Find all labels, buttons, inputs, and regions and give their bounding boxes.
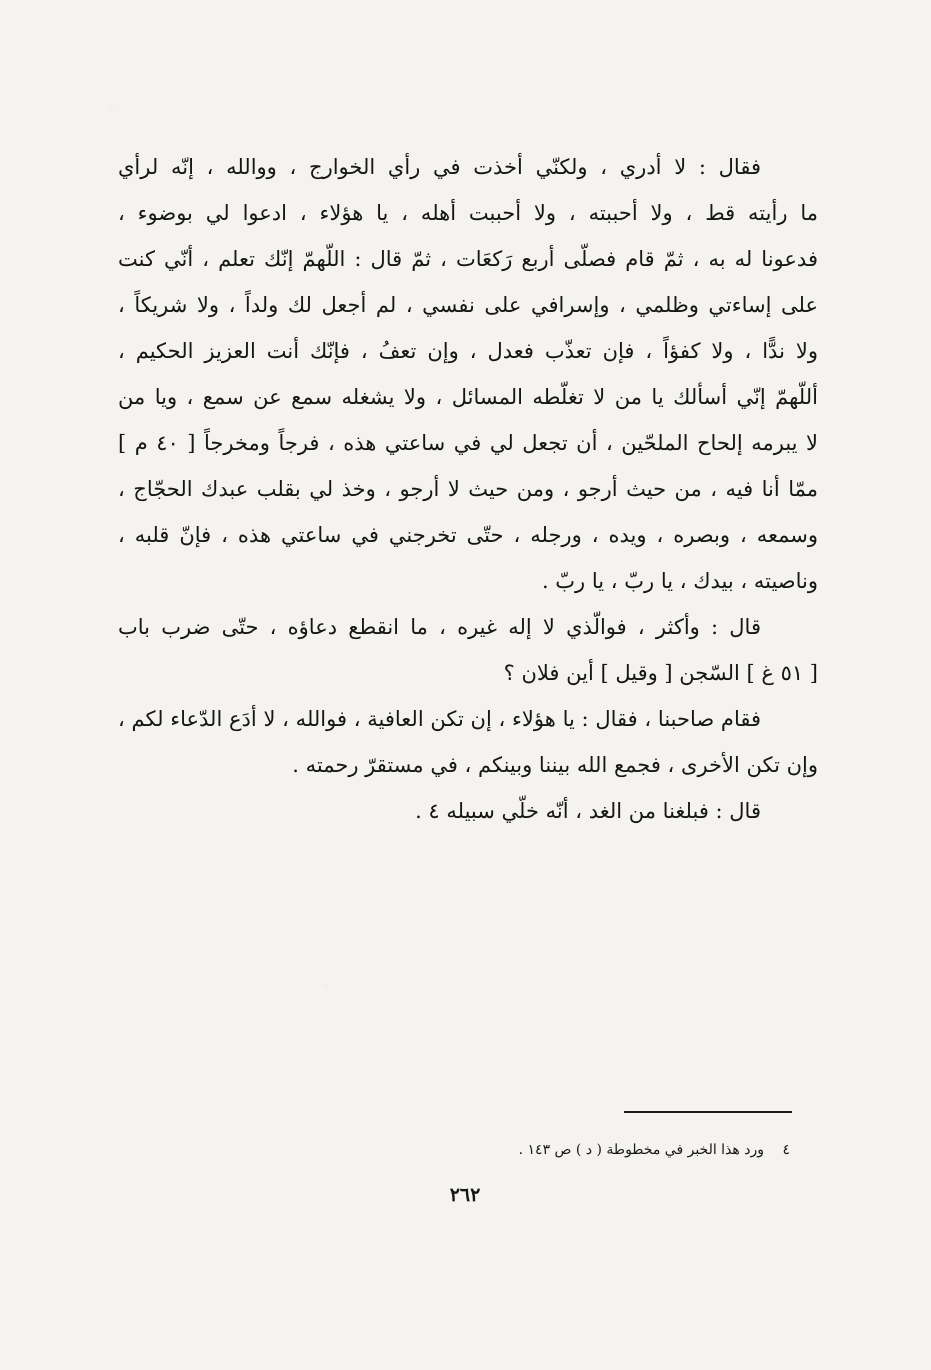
text-line-12: [ ٥١ غ ] السّجن [ وقيل ] أين فلان ؟ bbox=[503, 661, 818, 685]
text-line-11: قال : وأكثر ، فوالّذي لا إله غيره ، ما انقطع دعاؤه ، حتّى ضرب باب bbox=[118, 615, 761, 639]
text-line-14: وإن تكن الأخرى ، فجمع الله بيننا وبينكم ، في مستقرّ رحمته . bbox=[292, 753, 818, 777]
text-line-7: لا يبرمه إلحاح الملحّين ، أن تجعل لي في ساعتي هذه ، فرجاً ومخرجاً [ ٤٠ م ] bbox=[118, 431, 818, 455]
text-line-4: على إساءتي وظلمي ، وإسرافي على نفسي ، لم أجعل لك ولداً ، ولا شريكاً ، bbox=[118, 293, 818, 317]
footnote-divider bbox=[624, 1111, 792, 1113]
footnote-text: ورد هذا الخبر في مخطوطة ( د ) ص ١٤٣ . bbox=[518, 1142, 765, 1158]
footnote-number: ٤ bbox=[782, 1142, 790, 1158]
text-line-8: ممّا أنا فيه ، من حيث أرجو ، ومن حيث لا أرجو ، وخذ لي بقلب عبدك الحجّاج ، bbox=[118, 477, 818, 501]
text-line-5: ولا ندًّا ، ولا كفؤاً ، فإن تعذّب فعدل ، وإن تعفُ ، فإنّك أنت العزيز الحكيم ، bbox=[118, 339, 818, 363]
text-line-2: ما رأيته قط ، ولا أحببته ، ولا أحببت أهله ، يا هؤلاء ، ادعوا لي بوضوء ، bbox=[118, 201, 818, 225]
text-line-6: أللّهمّ إنّي أسألك يا من لا تغلّطه المسائل ، ولا يشغله سمع عن سمع ، ويا من bbox=[118, 385, 818, 409]
text-line-13: فقام صاحبنا ، فقال : يا هؤلاء ، إن تكن العافية ، فوالله ، لا أدَع الدّعاء لكم ، bbox=[118, 707, 761, 731]
text-line-9: وسمعه ، وبصره ، ويده ، ورجله ، حتّى تخرجني في ساعتي هذه ، فإنّ قلبه ، bbox=[118, 523, 818, 547]
footnote bbox=[410, 1138, 790, 1162]
text-line-1: فقال : لا أدري ، ولكنّي أخذت في رأي الخوارج ، ووالله ، إنّه لرأي bbox=[118, 155, 761, 179]
text-line-3: فدعونا له به ، ثمّ قام فصلّى أربع رَكعَات ، ثمّ قال : اللّهمّ إنّك تعلم ، أنّي كنت bbox=[118, 247, 818, 271]
text-line-10: وناصيته ، بيدك ، يا ربّ ، يا ربّ . bbox=[541, 569, 818, 593]
body-text bbox=[118, 144, 818, 834]
page-number: ٢٦٢ bbox=[449, 1184, 481, 1206]
text-line-15: قال : فبلغنا من الغد ، أنّه خلّي سبيله ٤ . bbox=[415, 799, 761, 823]
